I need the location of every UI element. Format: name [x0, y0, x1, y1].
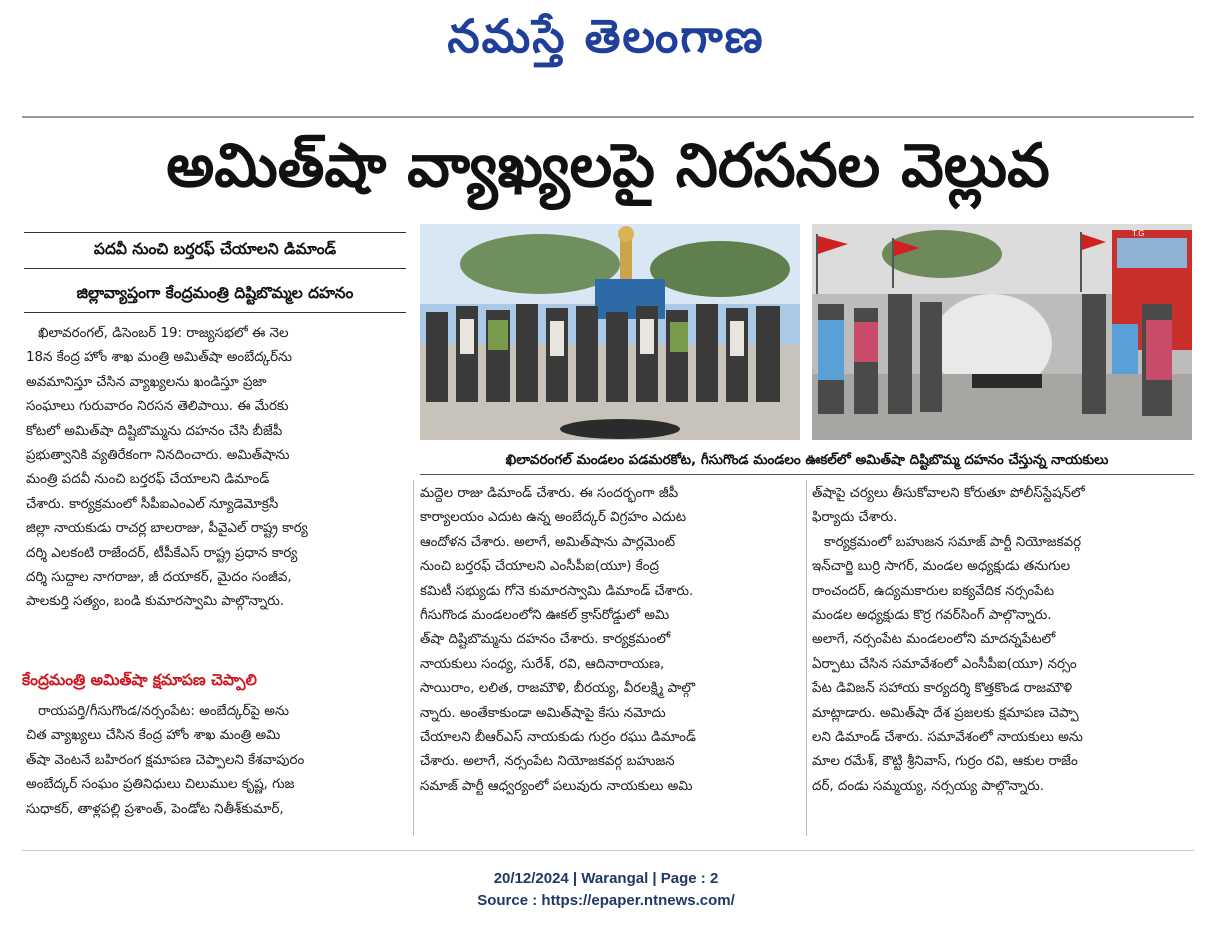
masthead [0, 0, 1212, 72]
footer-source: Source : https://epaper.ntnews.com/ [477, 892, 735, 909]
deck-rule-top [24, 232, 406, 233]
article-line: దర్శి సుద్దాల నాగరాజు, జీ దయాకర్‌, మైదం సంజీవ, [26, 570, 292, 586]
article-line: లని డిమాండ్‌ చేశారు. సమావేశంలో నాయకులు అను [812, 730, 1083, 746]
article-line: మంత్రి పదవీ నుంచి బర్తరఫ్‌ చేయాలని డిమాండ్‌ [26, 472, 270, 488]
article-line: కమిటీ సభ్యుడు గోనె కుమారస్వామి డిమాండ్‌ చేశారు. [420, 583, 694, 599]
article-line: చేయాలని బీఆర్‌ఎస్‌ నాయకుడు గుర్రం రఘు డిమాండ్‌ [420, 730, 696, 746]
article-line: త్‌షాపై చర్యలు తీసుకోవాలని కోరుతూ పోలీస్‌స్టేషన్‌లో [812, 486, 1085, 501]
page-headline: అమిత్‌షా వ్యాఖ్యలపై నిరసనల వెల్లువ [166, 131, 1050, 201]
article-line: అలాగే, నర్సంపేట మండలంలోని మాదన్నపేటలో [812, 632, 1056, 648]
article-line: చేశారు. అలాగే, నర్సంపేట నియోజకవర్గ బహుజన [420, 754, 675, 770]
article-line: నుంచి బర్తరఫ్‌ చేయాలని ఎంసీపీఐ(యూ) కేంద్ర [420, 559, 659, 575]
article-line: ఫిర్యాదు చేశారు. [812, 510, 898, 526]
article-column-1 [26, 322, 408, 615]
footer-date-edition: 20/12/2024 | Warangal | Page : 2 [493, 870, 719, 887]
newspaper-logo: నమస్తే తెలంగాణ [447, 9, 765, 63]
article-line: చేశారు. కార్యక్రమంలో సీపీఐఎంఎల్‌ న్యూడెమోక్రసీ [26, 496, 279, 512]
article-line: మాట్లాడారు. అమిత్‌షా దేశ ప్రజలకు క్షమాపణ చెప్పా [812, 705, 1079, 721]
column-separator-2 [806, 480, 807, 836]
protest-photo-right [812, 224, 1192, 440]
article-line: ఇన్‌చార్జి బుర్రి సాగర్‌, మండల అధ్యక్షుడు తనుగుల [812, 559, 1071, 575]
article-line: త్‌షా దిష్టిబొమ్మను దహనం చేశారు. కార్యక్రమంలో [420, 632, 671, 648]
article-line: న్నారు. అంతేకాకుండా అమిత్‌షాపై కేసు నమోదు [420, 705, 666, 721]
article-line: కార్యాలయం ఎదుట ఉన్న అంబేద్కర్‌ విగ్రహం ఎదుట [420, 510, 687, 526]
article-line: దర్‌, దండు సమ్మయ్య, నర్సయ్య పాల్గొన్నారు. [812, 778, 1045, 794]
article-line: పేట డివిజన్‌ సహాయ కార్యదర్శి కొత్తకొండ రాజమౌళి [812, 681, 1073, 697]
protest-photo-left [420, 224, 800, 440]
deck-rule-mid [24, 268, 406, 269]
article-line: మండల అధ్యక్షుడు కొర్ర గవర్‌సింగ్‌ పాల్గొన్నారు. [812, 608, 1052, 624]
column-separator-1 [413, 480, 414, 836]
footer-divider [22, 850, 1194, 851]
article-line: త్‌షా వెంటనే బహిరంగ క్షమాపణ చెప్పాలని కేశవాపురం [26, 752, 305, 768]
article-line: ఆందోళన చేశారు. అలాగే, అమిత్‌షాను పార్లమెంట్‌ [420, 534, 676, 550]
article-line: ఖిలావరంగల్‌, డిసెంబర్‌ 19: రాజ్యసభలో ఈ నెల [38, 326, 289, 341]
article-line: సాయిరాం, లలిత, రాజమౌళి, బీరయ్య, వీరలక్ష్మి పాల్గొ [420, 681, 696, 697]
bus-label: T.G [1132, 229, 1145, 238]
article-line: గీసుగొండ మండలంలోని ఊకల్‌ క్రాస్‌రోడ్డులో అమి [420, 608, 670, 624]
article-line: అంబేద్కర్‌ సంఘం ప్రతినిధులు చిలుముల కృష్ణ, గుజ [26, 777, 295, 793]
article-column-2 [420, 482, 800, 799]
article-line: మాల రమేశ్‌, కౌట్టి శ్రీనివాస్‌, గుర్రం రవి, ఆకుల రాజేం [812, 754, 1078, 770]
article-line: దర్శి ఎలకంటి రాజేందర్‌, టీపీకేఎస్‌ రాష్ట్ర ప్రధాన కార్య [26, 545, 298, 561]
article-line: మద్దెల రాజు డిమాండ్‌ చేశారు. ఈ సందర్భంగా జీపీ [420, 486, 679, 501]
article-line: నాయకులు సంధ్య, సురేశ్‌, రవి, ఆదినారాయణ, [420, 656, 665, 672]
photo-caption: ఖిలావరంగల్‌ మండలం పడమరకోట, గీసుగొండ మండలం ఊకల్‌లో అమిత్‌షా దిష్టిబొమ్మ దహనం చేస్తున్న నాయకులు [505, 452, 1109, 468]
article-line: రాంచందర్‌, ఉద్యమకారుల ఐక్యవేదిక నర్సంపేట [812, 583, 1055, 599]
deck-rule-bottom [24, 312, 406, 313]
article-line: కార్యక్రమంలో బహుజన సమాజ్‌ పార్టీ నియోజకవర్గ [824, 534, 1082, 550]
subhead-red: కేంద్రమంత్రి అమిత్‌షా క్షమాపణ చెప్పాలి [22, 671, 257, 689]
article-line: సమాజ్‌ పార్టీ ఆధ్వర్యంలో పలువురు నాయకులు అమి [420, 778, 693, 794]
article-line: పాలకుర్తి సత్యం, బండి కుమారస్వామి పాల్గొన్నారు. [26, 594, 285, 610]
caption-rule [420, 474, 1194, 475]
article-line: సుధాకర్‌, తాళ్లపల్లి ప్రశాంత్‌, పెండోట నితీశ్‌కుమార్‌, [26, 801, 284, 817]
article-column-1b [26, 700, 408, 822]
article-line: కోటలో అమిత్‌షా దిష్టిబొమ్మను దహనం చేసి బీజేపీ [26, 423, 283, 439]
article-line: జిల్లా నాయకుడు రాచర్ల బాలరాజు, పీవైఎల్‌ రాష్ట్ర కార్య [26, 521, 308, 537]
deck-line-2: జిల్లావ్యాప్తంగా కేంద్రమంత్రి దిష్టిబొమ్మల దహనం [76, 284, 354, 302]
article-column-3 [812, 482, 1194, 799]
article-line: 18న కేంద్ర హోం శాఖ మంత్రి అమిత్‌షా అంబేద్కర్‌ను [26, 350, 293, 366]
deck-line-1: పదవీ నుంచి బర్తరఫ్‌ చేయాలని డిమాండ్‌ [93, 240, 337, 258]
article-line: అవమానిస్తూ చేసిన వ్యాఖ్యలను ఖండిస్తూ ప్రజా [26, 374, 267, 390]
article-line: ఏర్పాటు చేసిన సమావేశంలో ఎంసీపీఐ(యూ) నర్సం [812, 656, 1077, 672]
article-line: సంఘాలు గురువారం నిరసన తెలిపాయి. ఈ మేరకు [26, 399, 289, 415]
article-line: రాయపర్తి/గీసుగొండ/నర్సంపేట: అంబేద్కర్‌పై అను [38, 704, 289, 719]
article-line: చిత వ్యాఖ్యలు చేసిన కేంద్ర హోం శాఖ మంత్రి అమి [26, 728, 281, 744]
article-line: ప్రభుత్వానికి వ్యతిరేకంగా నినదించారు. అమిత్‌షాను [26, 448, 290, 464]
